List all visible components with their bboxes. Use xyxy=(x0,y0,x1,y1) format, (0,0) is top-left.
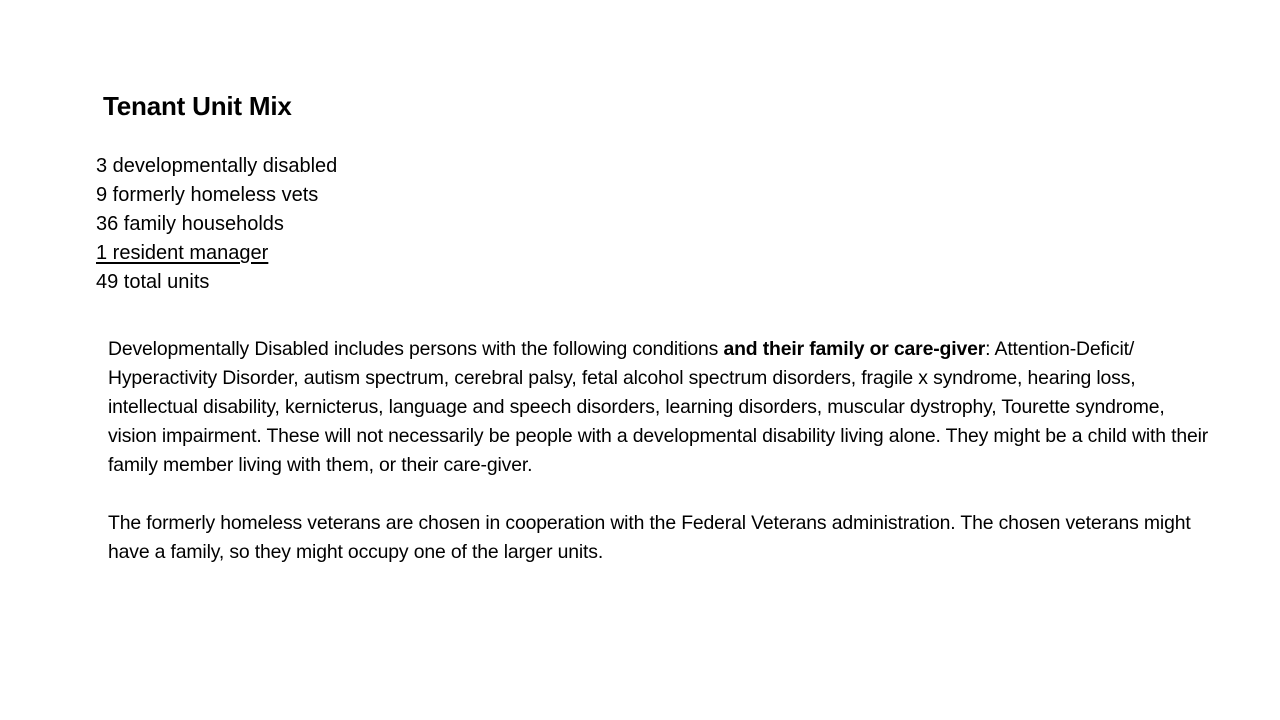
developmentally-disabled-paragraph xyxy=(108,335,1218,480)
unit-mix-item-family-households: 36 family households xyxy=(96,213,284,235)
unit-mix-item-resident-manager: 1 resident manager xyxy=(96,242,269,264)
paragraph1-bold-phrase: and their family or care-giver xyxy=(723,338,986,360)
unit-mix-item-total-units: 49 total units xyxy=(96,271,210,293)
unit-mix-item-homeless-vets: 9 formerly homeless vets xyxy=(96,184,319,206)
paragraph1-lead: Developmentally Disabled includes persons with the following conditions xyxy=(108,338,724,360)
unit-mix-list xyxy=(96,152,337,297)
description-text xyxy=(108,335,1218,567)
unit-mix-item-developmentally-disabled: 3 developmentally disabled xyxy=(96,155,338,177)
veterans-paragraph: The formerly homeless veterans are chosen in cooperation with the Federal Veterans administration. The chosen veterans might have a family, so they might occupy one of the larger units. xyxy=(108,512,1191,563)
slide-title: Tenant Unit Mix xyxy=(103,91,292,121)
paragraph1-rest: : Attention-Deficit/ Hyperactivity Disorder, autism spectrum, cerebral palsy, fetal alcohol spectrum disorders, fragile x syndrome, hearing loss, intellectual disability, kernicterus, language and speech disorders, learning disorders, muscular dystrophy, Tourette syndrome, vision impairment. These will not necessarily be people with a developmental disability living alone. They might be a child with their family member living with them, or their care-giver. xyxy=(108,338,1209,476)
